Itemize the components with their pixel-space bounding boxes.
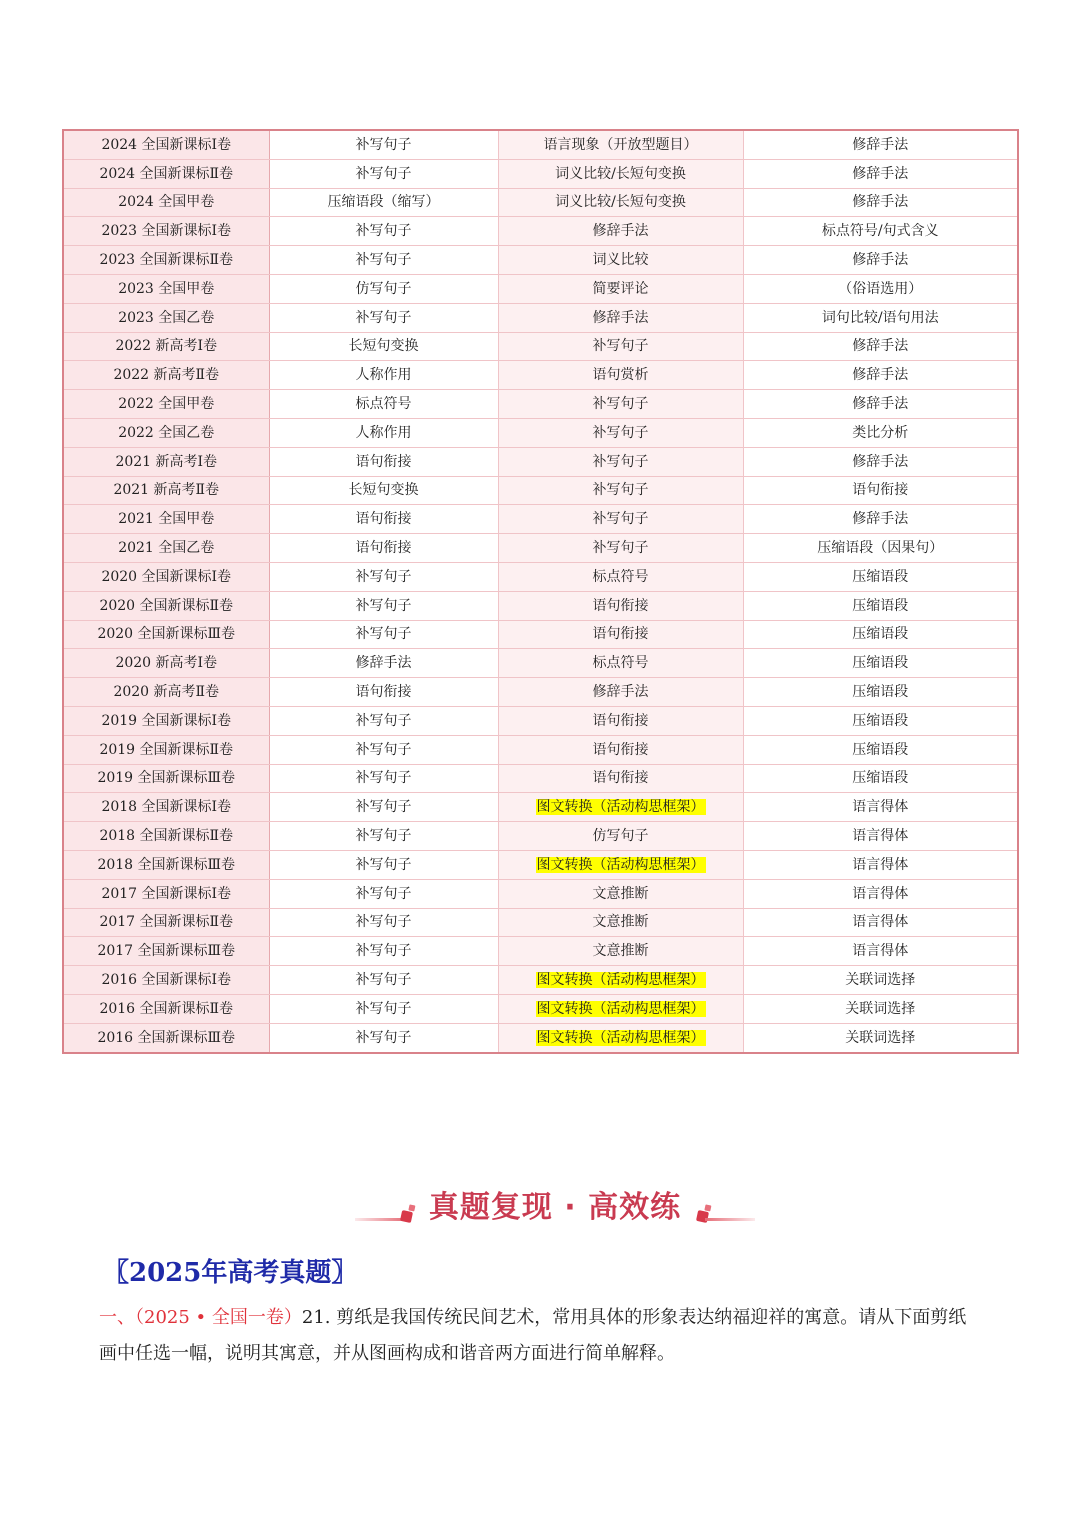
question-type-1-cell: 补写句子: [269, 1023, 498, 1052]
question-type-1-cell: 补写句子: [269, 735, 498, 764]
table-row: [63, 908, 1018, 937]
question-type-3-cell: 关联词选择: [743, 994, 1018, 1023]
table-row: [63, 188, 1018, 217]
table-row: [63, 361, 1018, 390]
exam-year-paper-cell: 2021 全国甲卷: [63, 505, 269, 534]
table-row: [63, 130, 1018, 159]
highlighted-text: 图文转换（活动构思框架）: [536, 856, 705, 873]
question-type-2-cell: 词义比较: [498, 246, 743, 275]
highlighted-text: 图文转换（活动构思框架）: [536, 799, 705, 816]
question-type-2-cell: [498, 793, 743, 822]
question-text: 21. 剪纸是我国传统民间艺术，常用具体的形象表达纳福迎祥的寓意。请从下面剪纸画中任选一幅，说明其寓意，并从图画构成和谐音两方面进行简单解释。: [99, 1307, 967, 1364]
exam-year-paper-cell: 2018 全国新课标Ⅱ卷: [63, 822, 269, 851]
question-type-2-cell: 语句衔接: [498, 706, 743, 735]
exam-year-paper-cell: 2023 全国新课标Ⅱ卷: [63, 246, 269, 275]
question-type-3-cell: 压缩语段: [743, 649, 1018, 678]
exam-year-paper-cell: 2020 全国新课标Ⅲ卷: [63, 620, 269, 649]
table-row: [63, 937, 1018, 966]
question-type-1-cell: 长短句变换: [269, 332, 498, 361]
question-type-2-cell: 补写句子: [498, 447, 743, 476]
question-type-1-cell: 补写句子: [269, 159, 498, 188]
question-type-1-cell: 补写句子: [269, 303, 498, 332]
question-type-1-cell: 语句衔接: [269, 678, 498, 707]
question-paragraph: [99, 1300, 979, 1372]
question-type-1-cell: 仿写句子: [269, 274, 498, 303]
exam-year-paper-cell: 2016 全国新课标Ⅱ卷: [63, 994, 269, 1023]
table-row: [63, 1023, 1018, 1052]
banner-title: 真题复现 · 高效练: [428, 1190, 682, 1225]
question-type-2-cell: 文意推断: [498, 937, 743, 966]
highlighted-text: 图文转换（活动构思框架）: [536, 972, 705, 988]
question-type-3-cell: 语句衔接: [743, 476, 1018, 505]
question-type-3-cell: 修辞手法: [743, 390, 1018, 419]
question-type-3-cell: 修辞手法: [743, 246, 1018, 275]
question-type-2-cell: 补写句子: [498, 476, 743, 505]
table-row: [63, 246, 1018, 275]
question-type-1-cell: 补写句子: [269, 937, 498, 966]
question-type-3-cell: 类比分析: [743, 418, 1018, 447]
question-type-2-cell: 语言现象（开放型题目）: [498, 130, 743, 159]
table-row: [63, 447, 1018, 476]
question-type-3-cell: 压缩语段: [743, 562, 1018, 591]
exam-year-paper-cell: 2024 全国甲卷: [63, 188, 269, 217]
section-heading: 〖2025年高考真题〗: [103, 1258, 358, 1288]
exam-year-paper-cell: 2020 新高考Ⅰ卷: [63, 649, 269, 678]
exam-year-paper-cell: 2024 全国新课标Ⅰ卷: [63, 130, 269, 159]
question-type-2-cell: 标点符号: [498, 562, 743, 591]
table-row: [63, 764, 1018, 793]
exam-year-paper-cell: 2024 全国新课标Ⅱ卷: [63, 159, 269, 188]
table-row: [63, 303, 1018, 332]
question-type-2-cell: 语句衔接: [498, 735, 743, 764]
table-row: [63, 994, 1018, 1023]
question-type-3-cell: 压缩语段: [743, 706, 1018, 735]
question-type-3-cell: 关联词选择: [743, 1023, 1018, 1052]
question-type-1-cell: 补写句子: [269, 822, 498, 851]
exam-year-paper-cell: 2019 全国新课标Ⅲ卷: [63, 764, 269, 793]
question-type-3-cell: 修辞手法: [743, 447, 1018, 476]
question-type-2-cell: 修辞手法: [498, 217, 743, 246]
question-type-1-cell: 补写句子: [269, 764, 498, 793]
question-type-1-cell: 修辞手法: [269, 649, 498, 678]
table-row: [63, 332, 1018, 361]
question-type-2-cell: [498, 966, 743, 995]
question-type-1-cell: 补写句子: [269, 706, 498, 735]
exam-year-paper-cell: 2018 全国新课标Ⅲ卷: [63, 850, 269, 879]
table-row: [63, 735, 1018, 764]
table-row: [63, 706, 1018, 735]
question-type-2-cell: 补写句子: [498, 332, 743, 361]
question-type-2-cell: [498, 1023, 743, 1052]
question-type-3-cell: 修辞手法: [743, 188, 1018, 217]
question-type-1-cell: 补写句子: [269, 966, 498, 995]
question-type-2-cell: 语句衔接: [498, 620, 743, 649]
table-row: [63, 793, 1018, 822]
table-row: [63, 159, 1018, 188]
question-type-2-cell: 仿写句子: [498, 822, 743, 851]
question-type-3-cell: 语言得体: [743, 937, 1018, 966]
question-type-2-cell: 语句衔接: [498, 764, 743, 793]
table-row: [63, 879, 1018, 908]
question-type-1-cell: 补写句子: [269, 620, 498, 649]
question-source: 一、（2025 • 全国一卷）: [99, 1307, 302, 1328]
table-row: [63, 822, 1018, 851]
exam-year-paper-cell: 2018 全国新课标Ⅰ卷: [63, 793, 269, 822]
exam-year-paper-cell: 2020 新高考Ⅱ卷: [63, 678, 269, 707]
question-type-1-cell: 长短句变换: [269, 476, 498, 505]
exam-year-paper-cell: 2017 全国新课标Ⅲ卷: [63, 937, 269, 966]
question-type-3-cell: 语言得体: [743, 908, 1018, 937]
question-type-3-cell: 压缩语段: [743, 764, 1018, 793]
question-type-3-cell: 修辞手法: [743, 159, 1018, 188]
question-type-3-cell: 语言得体: [743, 850, 1018, 879]
question-type-3-cell: 压缩语段: [743, 591, 1018, 620]
exam-year-paper-cell: 2022 新高考Ⅱ卷: [63, 361, 269, 390]
question-type-2-cell: 标点符号: [498, 649, 743, 678]
banner-right-gem-icon: [696, 1210, 709, 1223]
question-type-2-cell: 补写句子: [498, 418, 743, 447]
question-type-3-cell: 压缩语段: [743, 678, 1018, 707]
exam-topic-table: [62, 129, 1019, 1054]
banner-left-gem-icon: [400, 1210, 413, 1223]
exam-year-paper-cell: 2019 全国新课标Ⅱ卷: [63, 735, 269, 764]
highlighted-text: 图文转换（活动构思框架）: [536, 1000, 705, 1017]
question-type-2-cell: 修辞手法: [498, 303, 743, 332]
question-type-1-cell: 补写句子: [269, 908, 498, 937]
question-type-2-cell: 补写句子: [498, 505, 743, 534]
question-type-3-cell: 修辞手法: [743, 332, 1018, 361]
exam-year-paper-cell: 2020 全国新课标Ⅰ卷: [63, 562, 269, 591]
exam-year-paper-cell: 2022 全国甲卷: [63, 390, 269, 419]
question-type-3-cell: 标点符号/句式含义: [743, 217, 1018, 246]
question-type-3-cell: 压缩语段（因果句）: [743, 534, 1018, 563]
question-type-2-cell: [498, 850, 743, 879]
exam-year-paper-cell: 2020 全国新课标Ⅱ卷: [63, 591, 269, 620]
table-row: [63, 649, 1018, 678]
question-type-1-cell: 人称作用: [269, 361, 498, 390]
question-type-2-cell: 简要评论: [498, 274, 743, 303]
question-type-1-cell: 补写句子: [269, 793, 498, 822]
question-type-3-cell: 词句比较/语句用法: [743, 303, 1018, 332]
question-type-3-cell: 压缩语段: [743, 620, 1018, 649]
table-row: [63, 476, 1018, 505]
table-row: [63, 217, 1018, 246]
table-row: [63, 505, 1018, 534]
section-banner: [355, 1186, 755, 1230]
question-type-1-cell: 语句衔接: [269, 534, 498, 563]
question-type-3-cell: 关联词选择: [743, 966, 1018, 995]
table-row: [63, 620, 1018, 649]
question-type-1-cell: 标点符号: [269, 390, 498, 419]
question-type-1-cell: 补写句子: [269, 879, 498, 908]
exam-table-body: [63, 130, 1018, 1053]
exam-year-paper-cell: 2017 全国新课标Ⅱ卷: [63, 908, 269, 937]
question-type-1-cell: 语句衔接: [269, 447, 498, 476]
exam-year-paper-cell: 2023 全国乙卷: [63, 303, 269, 332]
question-type-1-cell: 人称作用: [269, 418, 498, 447]
question-type-1-cell: 补写句子: [269, 246, 498, 275]
question-type-2-cell: 词义比较/长短句变换: [498, 159, 743, 188]
exam-year-paper-cell: 2021 新高考Ⅱ卷: [63, 476, 269, 505]
question-type-3-cell: 修辞手法: [743, 505, 1018, 534]
exam-year-paper-cell: 2019 全国新课标Ⅰ卷: [63, 706, 269, 735]
exam-year-paper-cell: 2023 全国甲卷: [63, 274, 269, 303]
question-type-3-cell: 语言得体: [743, 879, 1018, 908]
table-row: [63, 591, 1018, 620]
banner-right-line: [705, 1218, 755, 1221]
question-type-1-cell: 补写句子: [269, 591, 498, 620]
exam-year-paper-cell: 2022 新高考Ⅰ卷: [63, 332, 269, 361]
question-type-1-cell: 补写句子: [269, 994, 498, 1023]
table-row: [63, 390, 1018, 419]
table-row: [63, 850, 1018, 879]
question-type-1-cell: 压缩语段（缩写）: [269, 188, 498, 217]
banner-left-line: [355, 1218, 405, 1221]
question-type-1-cell: 补写句子: [269, 130, 498, 159]
table-row: [63, 562, 1018, 591]
exam-year-paper-cell: 2021 全国乙卷: [63, 534, 269, 563]
question-type-2-cell: [498, 994, 743, 1023]
exam-year-paper-cell: 2022 全国乙卷: [63, 418, 269, 447]
exam-year-paper-cell: 2021 新高考Ⅰ卷: [63, 447, 269, 476]
question-type-3-cell: （俗语选用）: [743, 274, 1018, 303]
question-type-3-cell: 语言得体: [743, 822, 1018, 851]
exam-year-paper-cell: 2023 全国新课标Ⅰ卷: [63, 217, 269, 246]
question-type-2-cell: 语句赏析: [498, 361, 743, 390]
question-type-2-cell: 文意推断: [498, 879, 743, 908]
question-type-3-cell: 修辞手法: [743, 130, 1018, 159]
question-type-2-cell: 文意推断: [498, 908, 743, 937]
table-row: [63, 274, 1018, 303]
question-type-2-cell: 词义比较/长短句变换: [498, 188, 743, 217]
table-row: [63, 418, 1018, 447]
question-type-1-cell: 语句衔接: [269, 505, 498, 534]
question-type-1-cell: 补写句子: [269, 850, 498, 879]
question-type-2-cell: 补写句子: [498, 390, 743, 419]
question-type-2-cell: 修辞手法: [498, 678, 743, 707]
exam-year-paper-cell: 2016 全国新课标Ⅲ卷: [63, 1023, 269, 1052]
question-type-3-cell: 语言得体: [743, 793, 1018, 822]
question-type-1-cell: 补写句子: [269, 562, 498, 591]
table-row: [63, 678, 1018, 707]
question-type-1-cell: 补写句子: [269, 217, 498, 246]
question-type-3-cell: 修辞手法: [743, 361, 1018, 390]
question-type-3-cell: 压缩语段: [743, 735, 1018, 764]
exam-year-paper-cell: 2017 全国新课标Ⅰ卷: [63, 879, 269, 908]
table-row: [63, 534, 1018, 563]
question-type-2-cell: 语句衔接: [498, 591, 743, 620]
question-type-2-cell: 补写句子: [498, 534, 743, 563]
exam-year-paper-cell: 2016 全国新课标Ⅰ卷: [63, 966, 269, 995]
highlighted-text: 图文转换（活动构思框架）: [536, 1029, 705, 1046]
table-row: [63, 966, 1018, 995]
